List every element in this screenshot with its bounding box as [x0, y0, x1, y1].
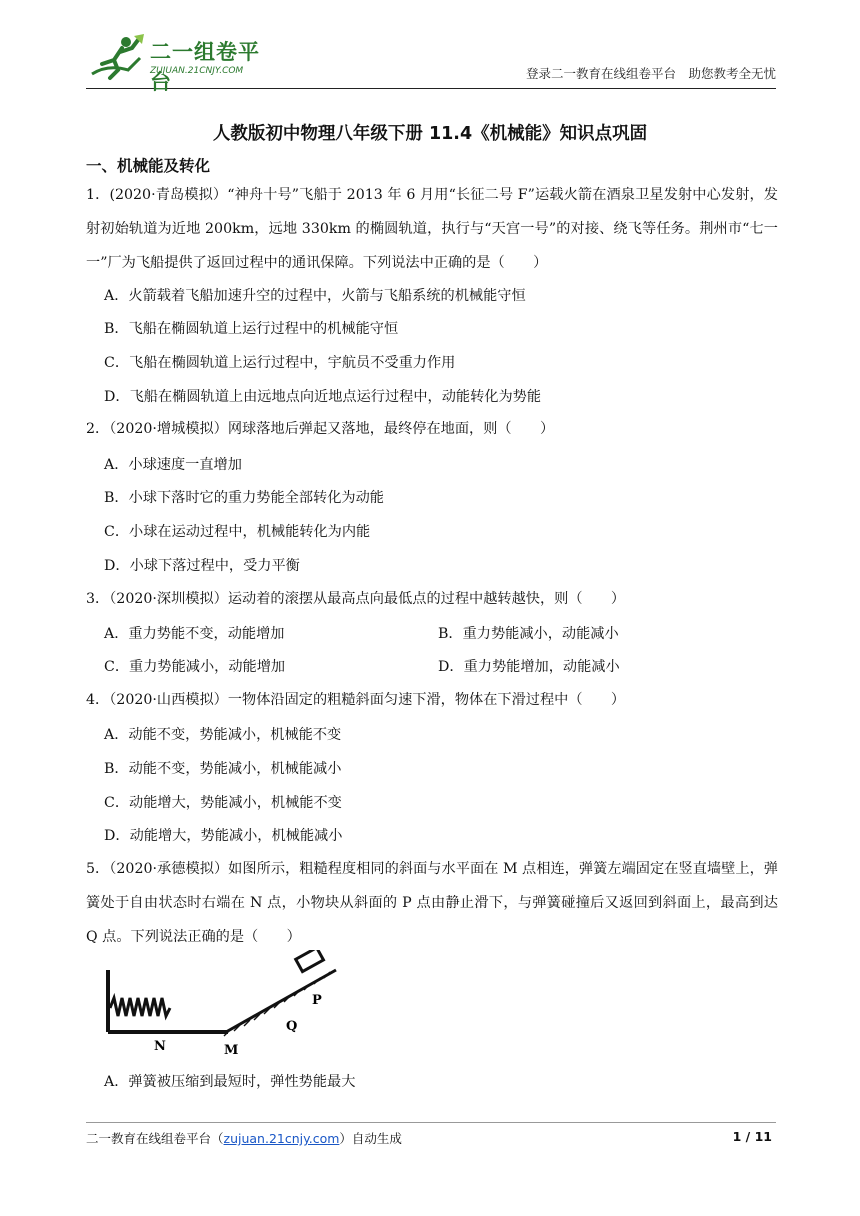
- question-2-option-b: B．小球下落时它的重力势能全部转化为动能: [104, 490, 384, 506]
- page-footer: [86, 1122, 776, 1146]
- footer-source: [86, 1129, 402, 1147]
- label-p: P: [312, 993, 322, 1008]
- page-header: [86, 30, 776, 94]
- question-1-option-b: B．飞船在椭圆轨道上运行过程中的机械能守恒: [104, 321, 399, 337]
- question-2-stem: 2．（2020·增城模拟）网球落地后弹起又落地，最终停在地面，则（ ）: [86, 421, 555, 437]
- footer-suffix: ）自动生成: [339, 1131, 402, 1146]
- question-4-option-b: B．动能不变，势能减小，机械能减小: [104, 761, 342, 777]
- question-5-option-a: A．弹簧被压缩到最短时，弹性势能最大: [104, 1074, 356, 1090]
- question-4-option-d: D．动能增大，势能减小，机械能减小: [104, 828, 343, 844]
- page-title: 人教版初中物理八年级下册 11.4《机械能》知识点巩固: [212, 124, 648, 144]
- question-4-option-a: A．动能不变，势能减小，机械能不变: [104, 727, 342, 743]
- block-icon: [296, 950, 324, 972]
- question-2-option-a: A．小球速度一直增加: [104, 457, 242, 473]
- logo-subtext: ZUJUAN.21CNJY.COM: [150, 66, 244, 76]
- question-3-option-a: A．重力势能不变，动能增加: [104, 626, 285, 642]
- question-1-stem: 1．(2020·青岛模拟）“神舟十号”飞船于 2013 年 6 月用“长征二号 F”运载火箭在酒泉卫星发射中心发射，发射初始轨道为近地 200km，远地 330km 的椭圆轨道，执行与“天宫一号”的对接、绕飞等任务。荆州市“七一一”厂为飞船提供了返回过程中的通讯保障。下列说法中正确的是（ ）: [86, 187, 778, 271]
- footer-link[interactable]: zujuan.21cnjy.com: [223, 1131, 340, 1146]
- label-n: N: [154, 1039, 166, 1054]
- logo-text: 二一组卷平台: [150, 40, 260, 94]
- question-2-option-d: D．小球下落过程中，受力平衡: [104, 558, 300, 574]
- question-4-stem: 4．（2020·山西模拟）一物体沿固定的粗糙斜面匀速下滑，物体在下滑过程中（ ）: [86, 692, 626, 708]
- question-3-option-c: C．重力势能减小，动能增加: [104, 659, 286, 675]
- question-5-stem: 5．（2020·承德模拟）如图所示，粗糙程度相同的斜面与水平面在 M 点相连，弹簧左端固定在竖直墙壁上，弹簧处于自由状态时右端在 N 点，小物块从斜面的 P 点由静止滑下，与弹簧碰撞后又返回到斜面上，最高到达 Q 点。下列说法正确的是（ ）: [86, 861, 778, 945]
- question-1-option-a: A．火箭载着飞船加速升空的过程中，火箭与飞船系统的机械能守恒: [104, 288, 526, 304]
- question-3-stem: 3．（2020·深圳模拟）运动着的滚摆从最高点向最低点的过程中越转越快，则（ ）: [86, 591, 626, 607]
- footer-prefix: 二一教育在线组卷平台（: [86, 1131, 224, 1146]
- question-4-option-c: C．动能增大，势能减小，机械能不变: [104, 795, 342, 811]
- header-slogan: 登录二一教育在线组卷平台 助您教考全无忧: [525, 66, 776, 81]
- question-2-option-c: C．小球在运动过程中，机械能转化为内能: [104, 524, 371, 540]
- incline-spring-diagram: [100, 950, 340, 1062]
- page-number: 1 / 11: [732, 1129, 772, 1144]
- section-heading: 一、机械能及转化: [86, 157, 211, 175]
- label-m: M: [224, 1043, 239, 1058]
- spring-icon: [110, 998, 170, 1016]
- question-3-option-d: D．重力势能增加，动能减小: [438, 659, 620, 675]
- question-3-option-b: B．重力势能减小，动能减小: [438, 626, 619, 642]
- site-logo[interactable]: [88, 34, 278, 94]
- question-1-option-c: C．飞船在椭圆轨道上运行过程中，宇航员不受重力作用: [104, 355, 456, 371]
- runner-logo-icon: [88, 34, 148, 82]
- question-1-option-d: D．飞船在椭圆轨道上由远地点向近地点运行过程中，动能转化为势能: [104, 389, 542, 405]
- label-q: Q: [286, 1019, 298, 1034]
